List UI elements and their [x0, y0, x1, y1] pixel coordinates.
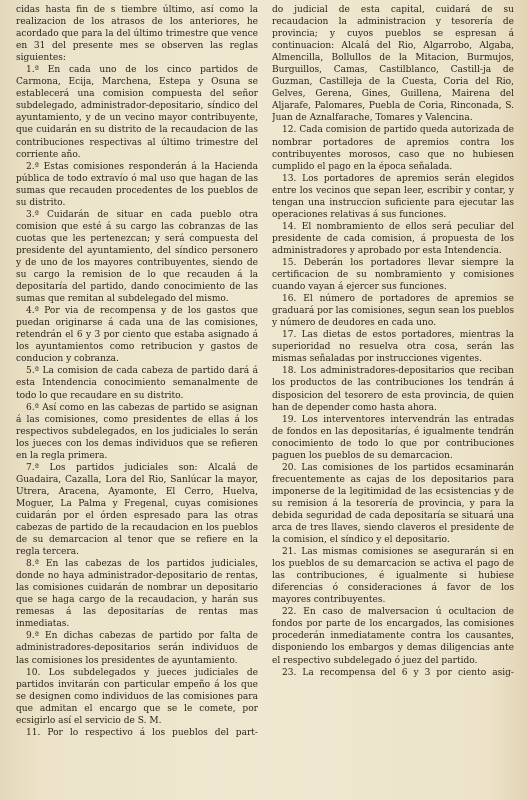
paragraph: 11. Por lo respectivo á los pueblos del part- — [26, 727, 258, 738]
paragraph: 3.ª Cuidarán de situar en cada pueblo otra comision que esté á su cargo las cobranzas de las cuotas que les pertenezcan; y será compuesta del presidente del ayuntamiento, del síndico personero y de uno de los mayores contribuyentes, siendo de su cargo la remision de lo que recauden á la depositaría del partido, dando conocimiento de las sumas que remitan al subdelegado del mismo. — [16, 209, 258, 305]
paragraph: 4.ª Por via de recompensa y de los gastos que puedan originarse á cada una de las comisiones, retendrán el 6 y 3 por ciento que estaba asignado á los ayuntamientos como retribucion y gastos de conducion y cobranza. — [16, 306, 258, 365]
paragraph: 9.ª En dichas cabezas de partido por falta de administradores-depositarios serán individuos de las comisiones los presidentes de ayuntamiento. — [16, 631, 258, 666]
left-column — [16, 4, 258, 800]
paragraph: 13. Los portadores de apremios serán elegidos entre los vecinos que sepan leer, escribir y contar, y tengan una instruccion suficiente para ejecutar las operaciones relativas á sus funciones. — [272, 173, 514, 220]
paragraph: 21. Las mismas comisiones se asegurarán si en los pueblos de su demarcacion se activa el pago de las contribuciones, é igualmente si hubiese diferencias ó consideraciones á favor de los mayores contribuyentes. — [272, 547, 514, 606]
paragraph: 23. La recompensa del 6 y 3 por ciento asig- — [282, 667, 514, 678]
paragraph: cidas hasta fin de s tiembre último, así como la realizacion de los atrasos de los anteriores, he acordado que para la del último trimestre que vence en 31 del presente mes se observen las reglas siguientes: — [16, 5, 258, 64]
paragraph: 7.ª Los partidos judiciales son: Alcalá de Guadaira, Cazalla, Lora del Rio, Sanlúcar la mayor, Utrera, Aracena, Ayamonte, El Cerro, Huelva, Moguer, La Palma y Fregenal, cuyas comisiones cuidarán por el órden espresado para las otras cabezas de partido de la recaudacion en los pueblos de su demarcacion al tenor que se refiere en la regla tercera. — [16, 462, 258, 558]
text-columns — [16, 4, 514, 800]
paragraph: 16. El número de portadores de apremios se graduará por las comisiones, segun sean los pueblos y número de deudores en cada uno. — [272, 294, 514, 329]
paragraph: 2.ª Estas comisiones responderán á la Hacienda pública de todo extravío ó mal uso que hagan de las sumas que recauden procedentes de los pueblos de su distrito. — [16, 161, 258, 208]
paragraph: 14. El nombramiento de ellos será peculiar del presidente de cada comision, á propuesta de los administradores y aprobado por esta Intendencia. — [272, 221, 514, 256]
right-column — [272, 4, 514, 800]
paragraph: 10. Los subdelegados y jueces judiciales de partidos invitarán con particular empeño á los que se designen como individuos de las comisiones para que admitan el encargo que se le comete, por ecsigirlo así el servicio de S. M. — [16, 667, 258, 726]
paragraph: 1.ª En cada uno de los cinco partidos de Carmona, Ecija, Marchena, Estepa y Osuna se establecerá una comision compuesta del señor subdelegado, administrador-depositario, síndico del ayuntamiento, y de un vecino mayor contribuyente, que cuidarán en su distrito de la recaudacion de las contribuciones respectivas al último trimestre del corriente año. — [16, 65, 258, 160]
paragraph: 19. Los interventores intervendrán las entradas de fondos en las depositarías, é igualmente tendrán conocimiento de todo lo que por contribuciones paguen los pueblos de su demarcacion. — [272, 414, 514, 461]
paragraph: 22. En caso de malversacion ú ocultacion de fondos por parte de los encargados, las comisiones procederán inmediatamente contra los causantes, disponiendo los embargos y demas diligencias ante el respectivo subdelegado ó juez del partido. — [272, 607, 514, 666]
paragraph: 18. Los administradores-depositarios que reciban los productos de las contribuciones los tendrán á disposicion del tesorero de esta provincia, de quien han de depender como hasta ahora. — [272, 366, 514, 413]
paragraph: 8.ª En las cabezas de los partidos judiciales, donde no haya administrador-depositario de rentas, las comisiones cuidarán de nombrar un depositario que se haga cargo de la recaudacion, y harán sus remesas á las depositarías de rentas mas inmediatas. — [16, 559, 258, 630]
paragraph: 12. Cada comision de partido queda autorizada de nombrar portadores de apremios contra los contribuyentes morosos, caso que no hubiesen cumplido el pago en la época señalada. — [272, 125, 514, 172]
paragraph: 17. Las dietas de estos portadores, mientras la superioridad no resuelva otra cosa, serán las mismas señaladas por instrucciones vigentes. — [272, 330, 514, 365]
paragraph: do judicial de esta capital, cuidará de su recaudacion la administracion y tesorería de provincia; y cuyos pueblos se espresan á continuacion: Alcalá del Rio, Algarrobo, Algaba, Almencilla, Bollullos de la Mitacion, Burmujos, Burguillos, Camas, Castilblanco, Castill-ja de Guzman, Castilleja de la Cuesta, Coria del Rio, Gelves, Gerena, Gines, Guillena, Mairena del Aljarafe, Palomares, Puebla de Coria, Rinconada, S. Juan de Aznalfarache, Tomares y Valencina. — [272, 5, 514, 124]
paragraph: 5.ª La comision de cada cabeza de partido dará á esta Intendencia conocimiento semanalmente de todo lo que recaudare en su distrito. — [16, 366, 258, 401]
paragraph: 6.ª Así como en las cabezas de partido se asignan á las comisiones, como presidentes de ellas á los respectivos subdelegados, en los judiciales lo serán los jueces con los demas individuos que se refieren en la regla primera. — [16, 402, 258, 461]
paragraph: 15. Deberán los portadores llevar siempre la certificacion de su nombramiento y comisiones cuando vayan á ejercer sus funciones. — [272, 257, 514, 293]
paragraph: 20. Las comisiones de los partidos ecsaminarán frecuentemente as cajas de los depositarios para imponerse de la legitimidad de las ecsistencias y de su remision á la tesorería de provincia, y para la debida seguridad de cada depositaría se situará una arca de tres llaves, siendo claveros el presidente de la comision, el síndico y el depositario. — [272, 462, 514, 546]
